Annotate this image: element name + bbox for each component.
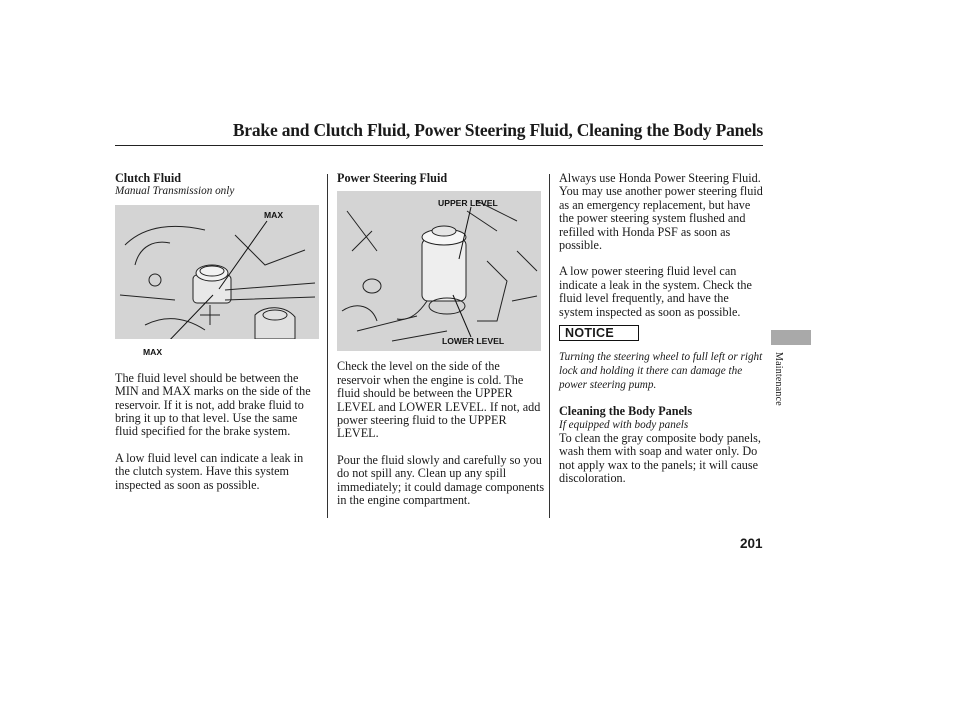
notice-badge: NOTICE <box>559 325 639 341</box>
cleaning-heading: Cleaning the Body Panels <box>559 404 693 419</box>
cleaning-paragraph: To clean the gray composite body panels, wash them with soap and water only. Do not apply wax to the panels; it will cause discoloration. <box>559 431 761 486</box>
clutch-heading: Clutch Fluid <box>115 171 182 185</box>
notice-text: Turning the steering wheel to full left or right lock and holding it there can damage the power steering pump. <box>559 351 763 391</box>
psf-paragraph-1: Always use Honda Power Steering Fluid. You may use another power steering fluid as an emergency replacement, but have the power steering system flushed and refilled with Honda PSF as soon as possible. <box>559 171 763 253</box>
lower-level-label: LOWER LEVEL <box>442 336 505 347</box>
clutch-fluid-column <box>115 172 321 492</box>
clutch-reservoir-figure <box>115 205 319 357</box>
psf-paragraph-2: A low power steering fluid level can indicate a leak in the system. Check the fluid level frequently, and have the system inspected as soon as possible. <box>559 264 752 319</box>
cleaning-subheading: If equipped with body panels <box>559 418 689 431</box>
title-rule <box>115 145 763 146</box>
power-steering-reservoir-figure <box>337 191 541 351</box>
page-title: Brake and Clutch Fluid, Power Steering Fluid, Cleaning the Body Panels <box>232 120 763 140</box>
right-column <box>559 172 763 486</box>
clutch-paragraph-1: The fluid level should be between the MIN and MAX marks on the side of the reservoir. If it is not, add brake fluid to bring it up to that level. Use the same fluid specified for the brake system. <box>115 370 311 439</box>
section-tab-label: Maintenance <box>773 352 784 406</box>
section-tab-marker <box>771 330 811 345</box>
power-steering-heading: Power Steering Fluid <box>337 171 448 185</box>
power-steering-paragraph-1: Check the level on the side of the reservoir when the engine is cold. The fluid should be between the UPPER LEVEL and LOWER LEVEL. If not, add power steering fluid to the UPPER LEVEL. <box>337 359 541 441</box>
power-steering-paragraph-2: Pour the fluid slowly and carefully so you do not spill any. Clean up any spill immediately; it could damage components in the engine compartment. <box>337 452 545 508</box>
upper-level-label: UPPER LEVEL <box>438 198 498 209</box>
column-divider-1 <box>327 174 328 518</box>
page-number: 201 <box>740 536 763 551</box>
power-steering-column <box>337 172 545 507</box>
column-divider-2 <box>549 174 550 518</box>
max-label-bottom: MAX <box>143 346 163 357</box>
max-label-top: MAX <box>264 209 284 220</box>
clutch-subheading: Manual Transmission only <box>115 185 235 198</box>
power-steering-reservoir-illustration <box>337 191 541 351</box>
clutch-paragraph-2: A low fluid level can indicate a leak in the clutch system. Have this system inspected as soon as possible. <box>115 450 304 492</box>
clutch-reservoir-illustration <box>115 205 319 339</box>
